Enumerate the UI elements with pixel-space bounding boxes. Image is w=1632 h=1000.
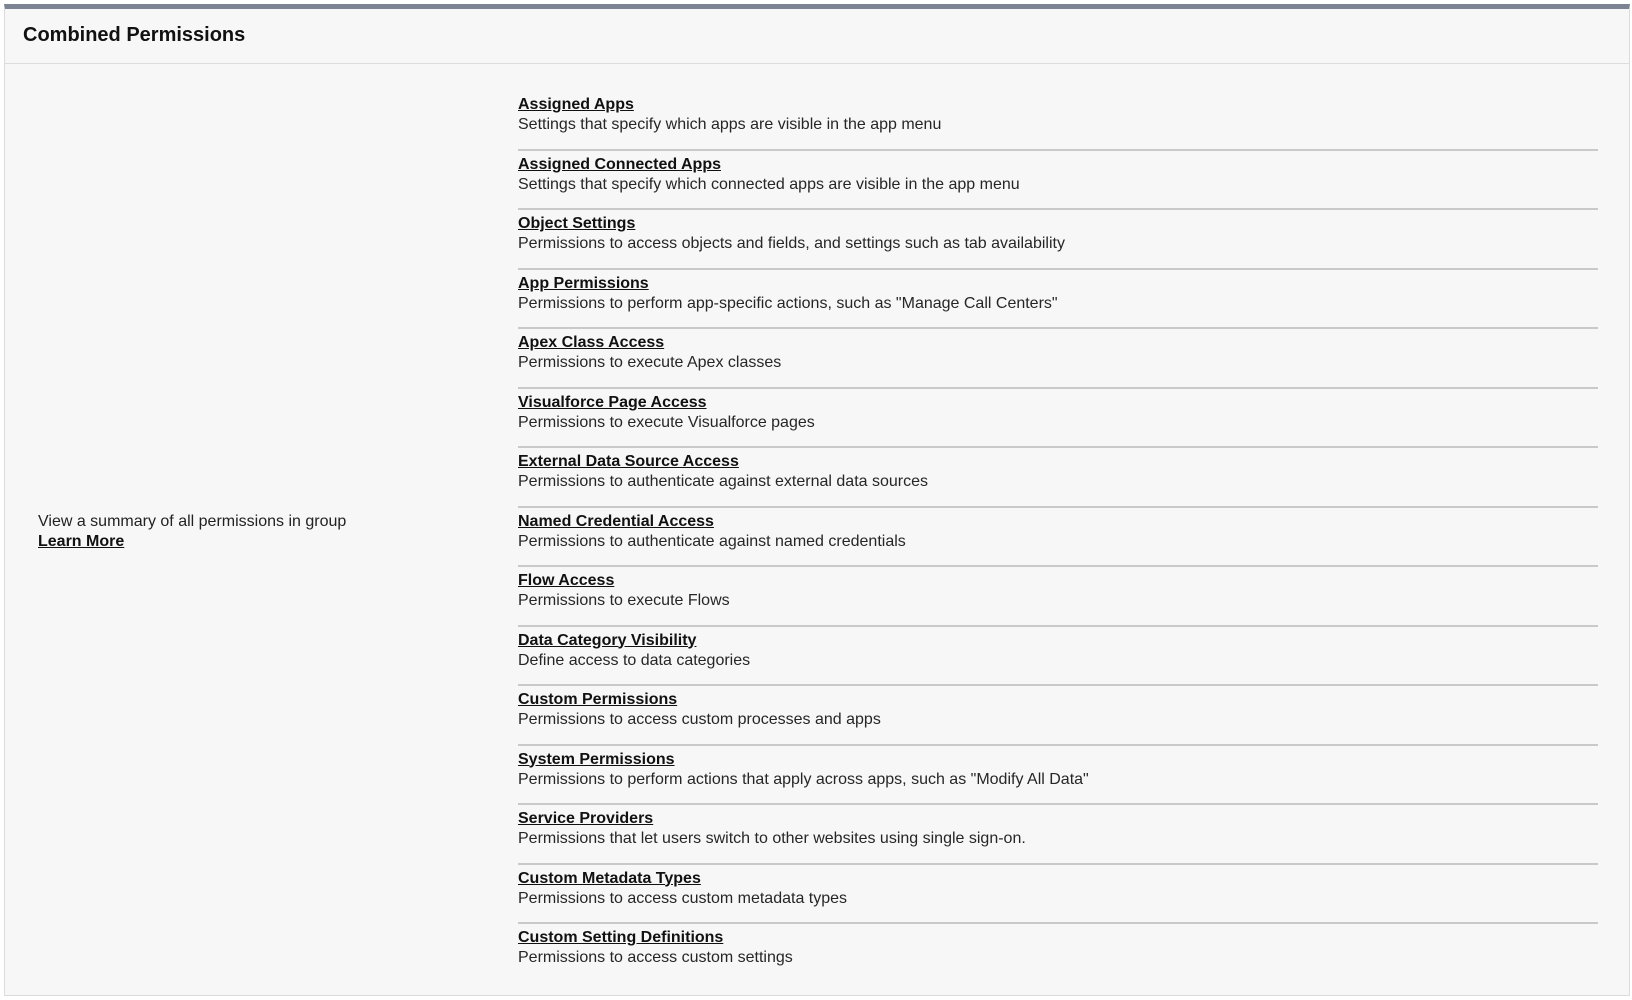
permission-item-named-credential-access xyxy=(518,508,1598,568)
permission-item-app-permissions xyxy=(518,270,1598,330)
custom-setting-definitions-link[interactable]: Custom Setting Definitions xyxy=(518,929,724,946)
permission-item-external-data-source-access xyxy=(518,448,1598,508)
permission-description: Permissions to execute Visualforce pages xyxy=(518,413,815,431)
summary-block xyxy=(38,512,346,552)
system-permissions-link[interactable]: System Permissions xyxy=(518,750,675,768)
permission-description: Permissions to authenticate against named credentials xyxy=(518,532,906,550)
data-category-visibility-link[interactable]: Data Category Visibility xyxy=(518,631,697,649)
permission-item-custom-setting-definitions xyxy=(518,924,1598,984)
permission-description: Define access to data categories xyxy=(518,651,751,669)
custom-metadata-types-link[interactable]: Custom Metadata Types xyxy=(518,869,701,887)
permission-description: Permissions to access custom processes and apps xyxy=(518,711,881,728)
external-data-source-access-link[interactable]: External Data Source Access xyxy=(518,453,739,470)
summary-text: View a summary of all permissions in group xyxy=(38,513,347,530)
permission-item-flow-access xyxy=(518,567,1598,627)
permission-description: Permissions to authenticate against external data sources xyxy=(518,473,929,490)
assigned-connected-apps-link[interactable]: Assigned Connected Apps xyxy=(518,155,721,173)
permission-item-assigned-connected-apps xyxy=(518,151,1598,211)
permission-description: Permissions to access objects and fields, and settings such as tab availability xyxy=(518,235,1065,252)
flow-access-link[interactable]: Flow Access xyxy=(518,572,615,589)
permission-description: Settings that specify which apps are visible in the app menu xyxy=(518,116,942,133)
custom-permissions-link[interactable]: Custom Permissions xyxy=(518,691,678,708)
permission-item-visualforce-page-access xyxy=(518,389,1598,449)
permission-description: Permissions to perform actions that apply across apps, such as "Modify All Data" xyxy=(518,770,1089,788)
permission-description: Permissions to execute Flows xyxy=(518,592,730,609)
combined-permissions-panel xyxy=(4,4,1630,996)
permission-item-custom-permissions xyxy=(518,686,1598,746)
permission-description: Permissions to access custom settings xyxy=(518,949,793,966)
named-credential-access-link[interactable]: Named Credential Access xyxy=(518,512,714,530)
visualforce-page-access-link[interactable]: Visualforce Page Access xyxy=(518,393,707,411)
permission-description: Permissions to access custom metadata types xyxy=(518,889,848,907)
object-settings-link[interactable]: Object Settings xyxy=(518,215,636,232)
permission-item-system-permissions xyxy=(518,746,1598,806)
learn-more-link[interactable]: Learn More xyxy=(38,533,125,550)
permission-item-assigned-apps xyxy=(518,91,1598,151)
service-providers-link[interactable]: Service Providers xyxy=(518,810,654,827)
permission-item-service-providers xyxy=(518,805,1598,865)
panel-header xyxy=(5,9,1629,64)
permission-item-custom-metadata-types xyxy=(518,865,1598,925)
panel-title: Combined Permissions xyxy=(23,23,246,46)
permission-item-object-settings xyxy=(518,210,1598,270)
permission-list xyxy=(518,91,1598,984)
permission-item-data-category-visibility xyxy=(518,627,1598,687)
assigned-apps-link[interactable]: Assigned Apps xyxy=(518,96,634,113)
permission-item-apex-class-access xyxy=(518,329,1598,389)
permission-description: Permissions that let users switch to other websites using single sign-on. xyxy=(518,830,1026,847)
permission-description: Permissions to execute Apex classes xyxy=(518,354,782,371)
permission-description: Settings that specify which connected apps are visible in the app menu xyxy=(518,175,1020,193)
apex-class-access-link[interactable]: Apex Class Access xyxy=(518,334,665,351)
app-permissions-link[interactable]: App Permissions xyxy=(518,274,649,292)
permission-description: Permissions to perform app-specific actions, such as "Manage Call Centers" xyxy=(518,294,1058,312)
